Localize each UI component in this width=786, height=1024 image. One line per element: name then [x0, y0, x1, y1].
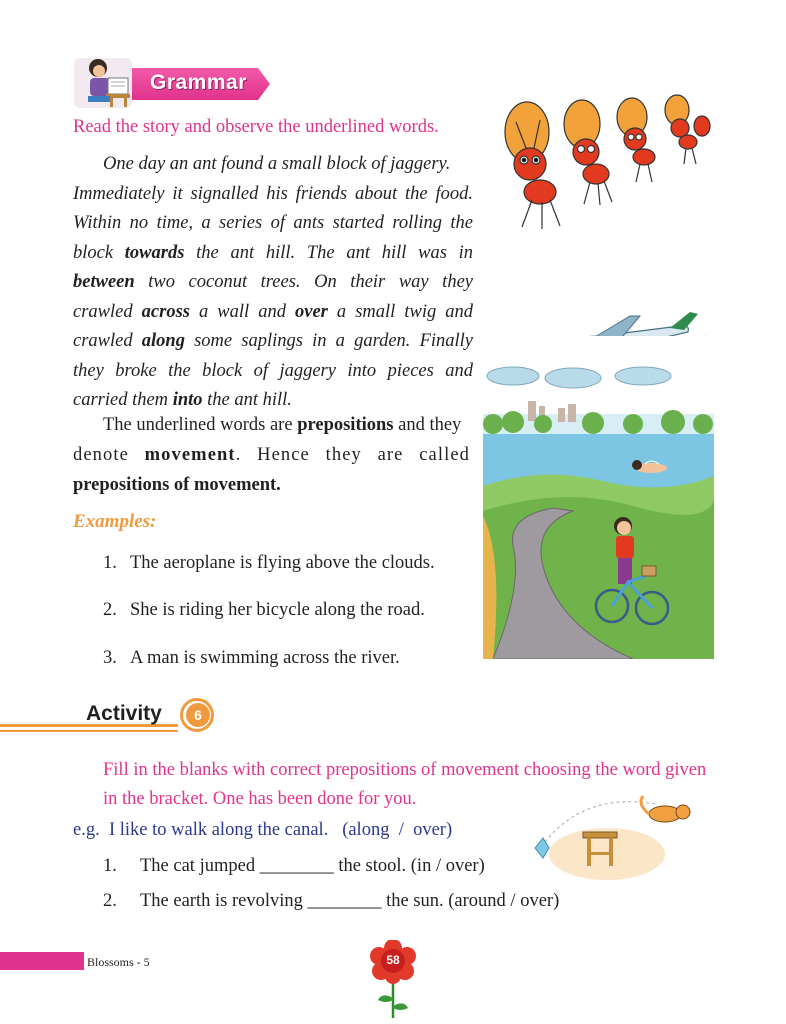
example-item: 1. The aeroplane is flying above the clouds. — [103, 553, 435, 573]
story-line — [73, 327, 473, 357]
question-item: 2. The earth is revolving ________ the sun. (around / over) — [103, 891, 560, 911]
preposition-word: across — [141, 301, 190, 322]
story-text: a wall and — [189, 301, 295, 322]
cat-jumping-illustration — [525, 792, 705, 882]
story-line — [73, 268, 473, 298]
story-line — [73, 239, 473, 269]
story-text: a small twig and — [327, 301, 473, 322]
story-text: some saplings in a garden. Finally — [184, 331, 473, 351]
girl-reading-icon — [70, 52, 136, 110]
preposition-word: towards — [124, 242, 185, 263]
explanation-line-2: denote movement. Hence they are called — [73, 445, 470, 465]
story-text: Within no time, a series of ants started rolling the — [73, 213, 473, 233]
activity-number: 6 — [186, 703, 210, 727]
question-item: 1. The cat jumped ________ the stool. (in / over) — [103, 856, 485, 876]
story-text: carried them — [73, 390, 173, 410]
example-item: 2. She is riding her bicycle along the road. — [103, 600, 425, 620]
activity-label: Activity — [86, 702, 162, 725]
ants-illustration — [492, 92, 714, 232]
story-text: the ant hill. The ant hill was in — [184, 242, 474, 263]
explanation-line-3: prepositions of movement. — [73, 475, 281, 495]
story-text: two coconut trees. On their way they — [134, 272, 473, 292]
cycling-girl-illustration — [483, 336, 714, 659]
book-title: Blossoms - 5 — [87, 955, 150, 969]
story-line — [73, 298, 473, 328]
examples-heading: Examples: — [73, 511, 157, 532]
footer-bar — [0, 952, 84, 970]
story-text: block — [73, 242, 125, 263]
reading-instruction: Read the story and observe the underlined words. — [73, 117, 439, 137]
example-item: 3. A man is swimming across the river. — [103, 648, 400, 668]
story-line — [73, 180, 473, 210]
story-line — [73, 209, 473, 239]
activity-example: e.g. I like to walk along the canal. (along / over) — [73, 820, 453, 840]
preposition-word: into — [172, 390, 203, 410]
story-text: crawled — [73, 331, 142, 351]
preposition-word: along — [141, 331, 185, 351]
preposition-word: between — [73, 272, 135, 292]
story-text: One day an ant found a small block of jaggery. — [103, 154, 451, 174]
story-paragraph — [73, 150, 473, 416]
activity-instruction: Fill in the blanks with correct prepositions of movement choosing the word given in the bracket. One has been done for you. — [103, 760, 707, 809]
activity-rule — [0, 730, 178, 732]
section-title: Grammar — [150, 71, 247, 94]
story-text: they broke the block of jaggery into pieces and — [73, 360, 473, 381]
explanation-line-1: The underlined words are prepositions and they — [103, 415, 462, 435]
explanation-paragraph — [73, 410, 470, 500]
preposition-word: over — [295, 301, 328, 322]
story-line — [73, 150, 473, 180]
flower-icon — [370, 940, 416, 1020]
story-text: crawled — [73, 301, 142, 322]
story-text: Immediately it signalled his friends about the food. — [73, 183, 473, 204]
page-number: 58 — [386, 953, 400, 967]
story-line — [73, 357, 473, 387]
story-text: the ant hill. — [202, 390, 292, 410]
